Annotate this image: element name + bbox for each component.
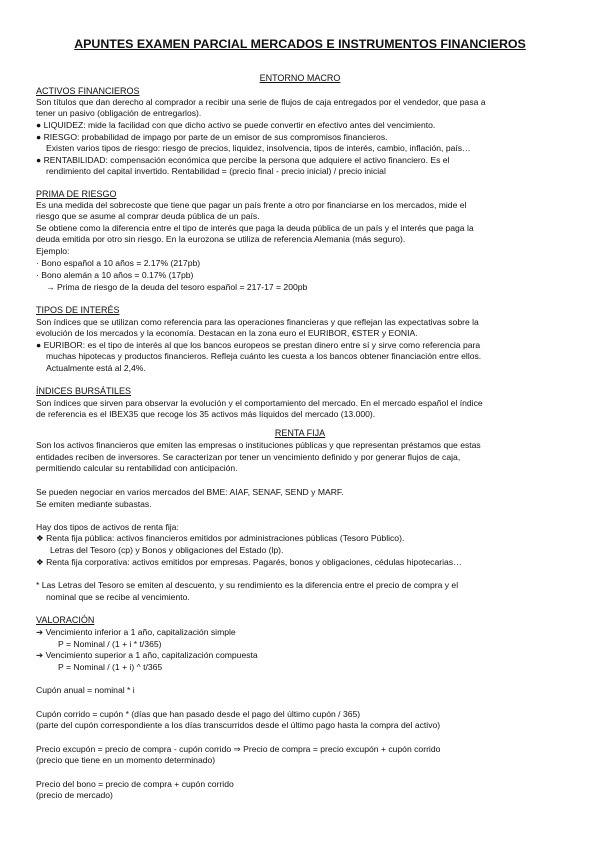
renta-publica-detalle: Letras del Tesoro (cp) y Bonos y obligaciones del Estado (lp). [50,545,284,555]
prima-line-1: Es una medida del sobrecoste que tiene que pagar un país frente a otro por financiarse en los mercados, mide el [36,200,467,210]
prima-resultado: → Prima de riesgo de la deuda del tesoro español = 217-17 = 200pb [46,282,308,292]
prima-bono-espanol: · Bono español a 10 años = 2.17% (217pb) [36,258,201,268]
prima-line-3: Se obtiene como la diferencia entre el tipo de interés que paga la deuda pública de un país y el interés que paga la [36,223,474,233]
tipos-euribor-line-2: muchas hipotecas y productos financieros. Refleja cuánto les cuesta a los bancos obtener financiación entre ellos. [46,351,482,361]
prima-line-4: deuda emitida por otro sin riesgo. En la eurozona se utiliza de referencia Alemania (más seguro). [36,234,406,244]
heading-tipos-interes: TIPOS DE INTERÉS [36,305,120,315]
valoracion-simple-item: ➔ Vencimiento inferior a 1 año, capitalización simple [36,627,236,637]
activos-line-1: Son títulos que dan derecho al comprador a recibir una serie de flujos de caja entregados por el vendedor, que pasa a [36,97,486,107]
activos-rentabilidad-formula: rendimiento del capital invertido. Rentabilidad = (precio final - precio inicial) / precio inicial [46,166,386,176]
activos-riesgo-tipos: Existen varios tipos de riesgo: riesgo de precios, liquidez, insolvencia, tipos de interés, cambio, inflación, país… [46,143,471,153]
heading-activos-financieros: ACTIVOS FINANCIEROS [36,86,140,96]
section-heading-entorno: ENTORNO MACRO [259,73,341,83]
precio-bono-formula: Precio del bono = precio de compra + cupón corrido [36,779,234,789]
renta-tipos-intro: Hay dos tipos de activos de renta fija: [36,522,179,532]
renta-publica-item: ❖ Renta fija pública: activos financieros emitidos por administraciones públicas (Tesoro Público). [36,533,405,543]
tipos-line-1: Son índices que se utilizan como referencia para las operaciones financieras y que reflejan las expectativas sobre la [36,317,479,327]
renta-intro-line-3: permitiendo calcular su rentabilidad con anticipación. [36,463,238,473]
indices-line-2: de referencia es el IBEX35 que recoge los 35 activos más líquidos del mercado (13.000). [36,409,376,419]
letras-note-line-2: nominal que se recibe al vencimiento. [46,592,190,602]
prima-ejemplo-label: Ejemplo: [36,246,70,256]
activos-riesgo-item: ● RIESGO: probabilidad de impago por parte de un emisor de sus compromisos financieros. [36,132,388,142]
document-title: APUNTES EXAMEN PARCIAL MERCADOS E INSTRUMENTOS FINANCIEROS [74,37,526,51]
activos-rentabilidad-item: ● RENTABILIDAD: compensación económica que percibe la persona que adquiere el activo financiero. Es el [36,155,450,165]
tipos-line-2: evolución de los mercados y la economía. Destacan en la zona euro el EURIBOR, €STER y EONIA. [36,328,418,338]
tipos-euribor-item: ● EURIBOR: es el tipo de interés al que los bancos europeos se prestan dinero entre sí y sirve como referencia para [36,340,481,350]
cupon-anual-formula: Cupón anual = nominal * i [36,685,135,695]
heading-prima-riesgo: PRIMA DE RIESGO [36,189,117,199]
valoracion-compuesta-item: ➔ Vencimiento superior a 1 año, capitalización compuesta [36,650,258,660]
tipos-euribor-line-3: Actualmente está al 2,4%. [46,363,146,373]
valoracion-simple-formula: P = Nominal / (1 + i * t/365) [58,639,162,649]
cupon-corrido-formula: Cupón corrido = cupón * (días que han pasado desde el pago del último cupón / 365) [36,709,361,719]
cupon-corrido-explicacion: (parte del cupón correspondiente a los días transcurridos desde el último pago hasta la compra del activo) [36,720,441,730]
valoracion-compuesta-formula: P = Nominal / (1 + i) ^ t/365 [58,662,163,672]
heading-indices-bursatiles: ÍNDICES BURSÁTILES [36,386,132,396]
activos-line-2: tener un pasivo (obligación de entregarlos). [36,108,202,118]
heading-valoracion: VALORACIÓN [36,615,95,625]
letras-note-line-1: * Las Letras del Tesoro se emiten al descuento, y su rendimiento es la diferencia entre el precio de compra y el [36,580,459,590]
precio-excupon-formula: Precio excupón = precio de compra - cupón corrido ⇒ Precio de compra = precio excupón + cupón corrido [36,744,441,754]
prima-bono-aleman: · Bono alemán a 10 años = 0.17% (17pb) [36,270,194,280]
precio-excupon-explicacion: (precio que tiene en un momento determinado) [36,755,216,765]
renta-intro-line-1: Son los activos financieros que emiten las empresas o instituciones públicas y que representan préstamos que estas [36,440,481,450]
section-heading-renta-fija: RENTA FIJA [274,428,326,438]
renta-mercados-line: Se pueden negociar en varios mercados del BME: AIAF, SENAF, SEND y MARF. [36,487,344,497]
indices-line-1: Son índices que sirven para observar la evolución y el comportamiento del mercado. En el mercado español el índice [36,398,483,408]
renta-corporativa-item: ❖ Renta fija corporativa: activos emitidos por empresas. Pagarés, bonos y obligaciones, cédulas hipotecarias… [36,557,462,567]
renta-intro-line-2: entidades reciben de inversores. Se caracterizan por tener un vencimiento definido y por generar flujos de caja, [36,452,461,462]
activos-liquidez-item: ● LIQUIDEZ: mide la facilidad con que dicho activo se puede convertir en efectivo antes del vencimiento. [36,120,436,130]
renta-subastas-line: Se emiten mediante subastas. [36,499,152,509]
precio-bono-explicacion: (precio de mercado) [36,790,113,800]
prima-line-2: riesgo que se asume al comprar deuda pública de un país. [36,211,260,221]
